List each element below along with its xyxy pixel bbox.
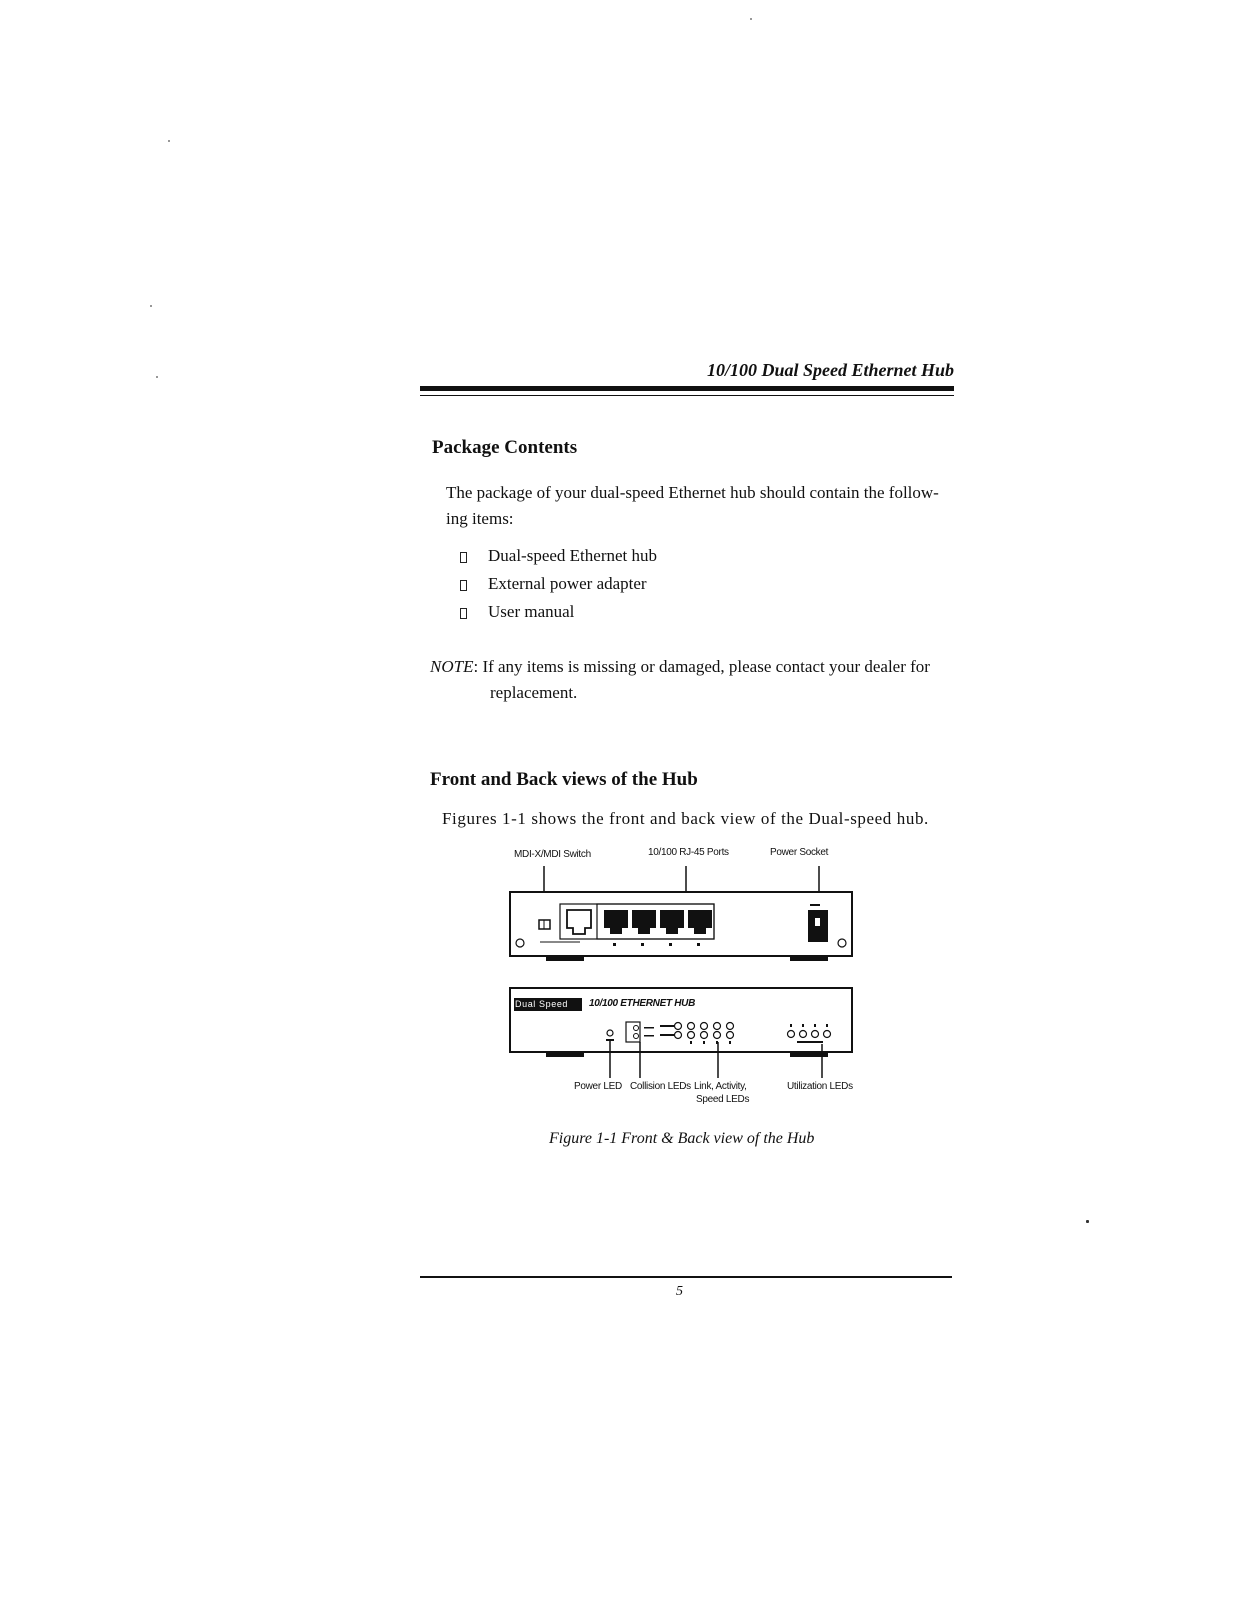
footer-rule <box>420 1276 952 1278</box>
checkbox-bullet-icon <box>460 580 467 591</box>
label-utilization-leds: Utilization LEDs <box>787 1081 853 1092</box>
list-item-label: External power adapter <box>488 574 647 593</box>
scan-speck <box>156 376 158 378</box>
note-tag: NOTE <box>430 657 474 676</box>
header-rule-thin <box>420 395 954 396</box>
list-item-label: Dual-speed Ethernet hub <box>488 546 657 565</box>
label-collision-leds: Collision LEDs <box>630 1081 691 1092</box>
header-rule-thick <box>420 386 954 391</box>
page-number: 5 <box>676 1284 683 1299</box>
checkbox-bullet-icon <box>460 608 467 619</box>
running-header: 10/100 Dual Speed Ethernet Hub <box>706 360 954 380</box>
views-intro: Figures 1-1 shows the front and back view of the Dual-speed hub. <box>442 809 929 828</box>
hub-back-panel-diagram <box>500 860 860 970</box>
package-intro <box>446 480 966 532</box>
hub-front-panel-diagram <box>500 982 860 1082</box>
scan-speck <box>1086 1220 1089 1223</box>
checkbox-bullet-icon <box>460 552 467 563</box>
figure-caption: Figure 1-1 Front & Back view of the Hub <box>549 1130 815 1147</box>
note-continuation: replacement. <box>490 683 578 702</box>
views-heading: Front and Back views of the Hub <box>430 769 698 790</box>
front-panel-logo: Dual Speed <box>515 999 569 1009</box>
list-item-label: User manual <box>488 602 575 621</box>
label-rj45-ports: 10/100 RJ-45 Ports <box>648 847 729 858</box>
note-paragraph <box>430 654 930 680</box>
package-contents-heading: Package Contents <box>432 437 578 458</box>
scan-speck <box>150 305 152 307</box>
scan-speck <box>750 18 752 20</box>
label-mdi-switch: MDI-X/MDI Switch <box>514 849 591 860</box>
note-text: : If any items is missing or damaged, please contact your dealer for <box>473 657 930 676</box>
package-intro-line: ing items: <box>446 509 514 528</box>
scan-speck <box>168 140 170 142</box>
label-power-socket: Power Socket <box>770 847 829 858</box>
package-intro-line: The package of your dual-speed Ethernet hub should contain the follow- <box>446 483 939 502</box>
label-link-activity-leds: Link, Activity, <box>694 1081 747 1092</box>
front-panel-model: 10/100 ETHERNET HUB <box>589 998 695 1009</box>
label-speed-leds: Speed LEDs <box>696 1094 750 1105</box>
label-power-led: Power LED <box>574 1081 622 1092</box>
